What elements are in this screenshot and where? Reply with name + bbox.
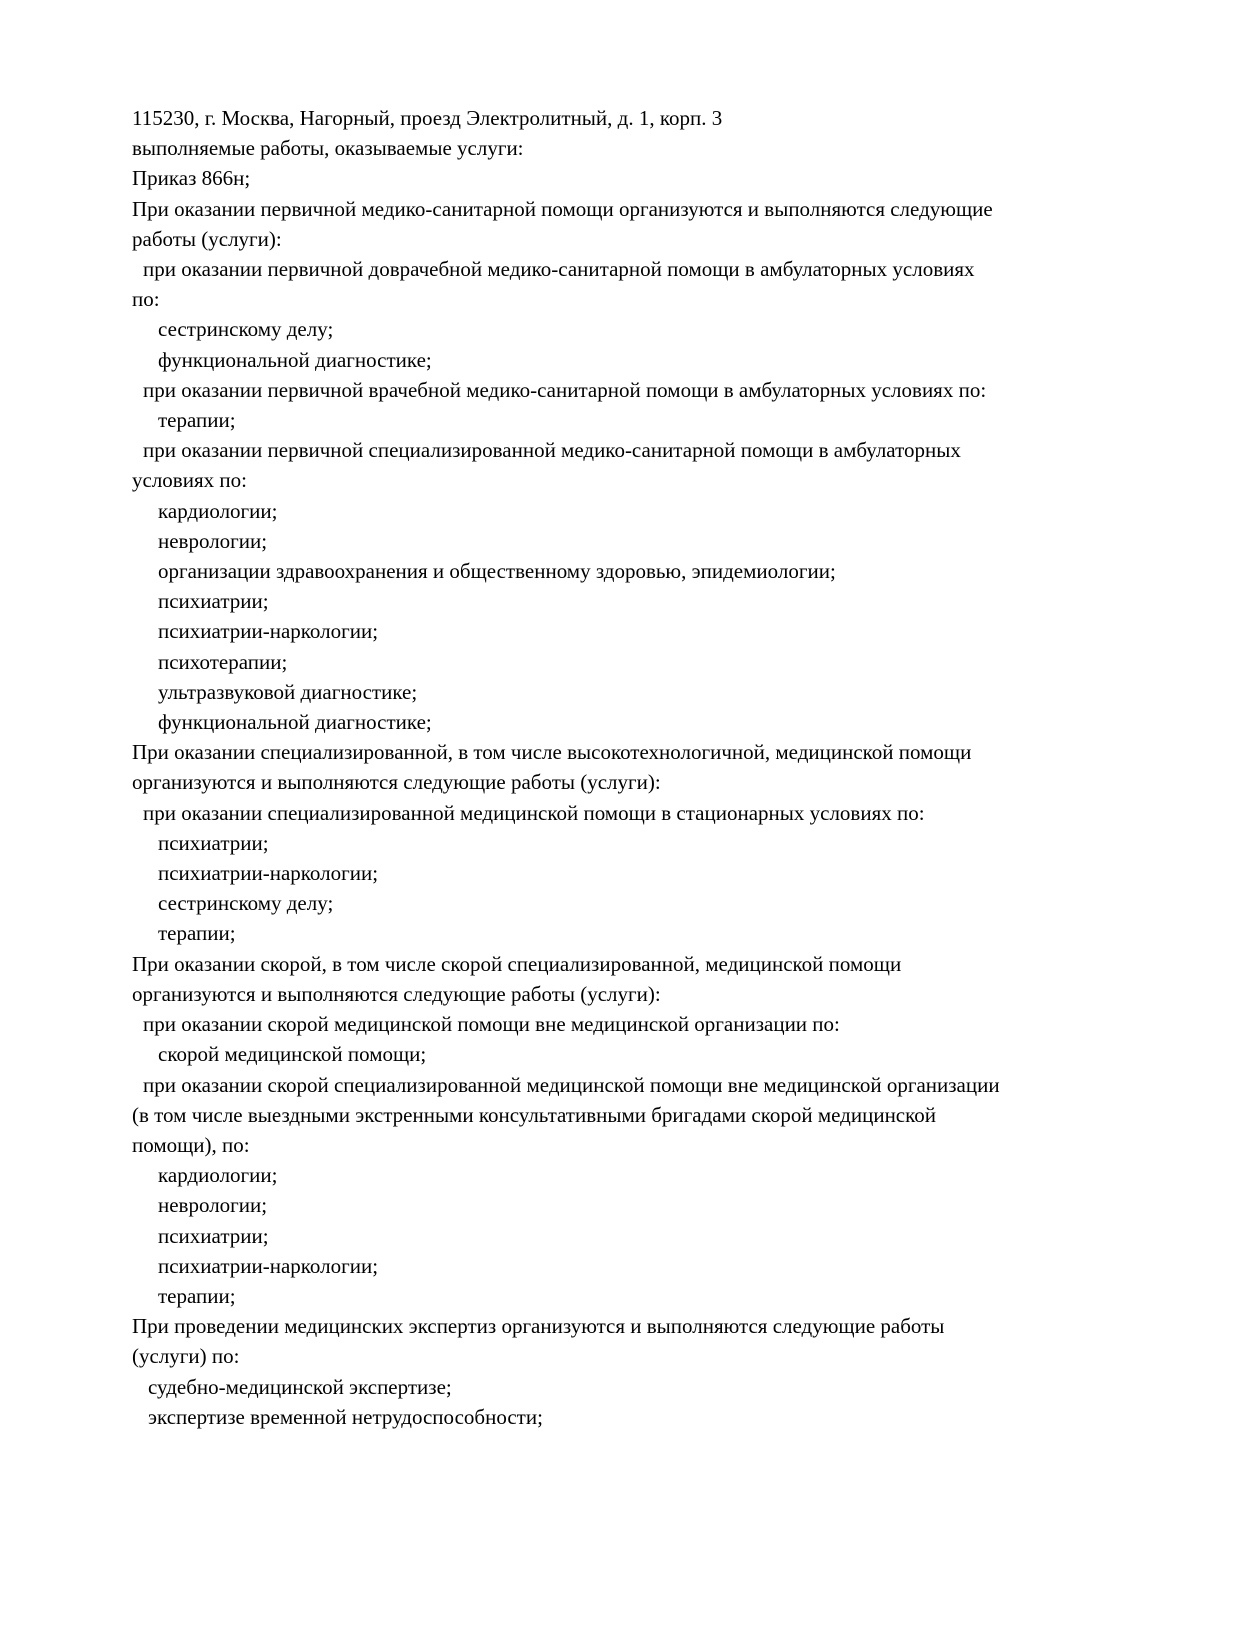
text-line: терапии; [158,408,236,433]
text-line: при оказании первичной доврачебной медико-санитарной помощи в амбулаторных условиях [143,257,975,282]
text-line: терапии; [158,1283,236,1308]
text-line: неврологии; [158,528,268,553]
text-line: выполняемые работы, оказываемые услуги: [132,136,524,161]
text-line: психиатрии; [158,589,269,614]
text-line: помощи), по: [132,1132,250,1157]
text-line: психиатрии; [158,830,269,855]
text-line: скорой медицинской помощи; [158,1042,427,1067]
text-line: при оказании первичной специализированной медико-санитарной помощи в амбулаторных [143,438,961,463]
text-line: при оказании скорой специализированной медицинской помощи вне медицинской организации [143,1072,1000,1097]
text-line: Приказ 866н; [132,166,251,191]
text-line: экспертизе временной нетрудоспособности; [148,1404,543,1429]
text-line: 115230, г. Москва, Нагорный, проезд Электролитный, д. 1, корп. 3 [132,106,723,130]
text-line: кардиологии; [158,1163,278,1188]
text-line: сестринскому делу; [158,891,334,916]
text-line: по: [132,287,160,312]
text-line: условиях по: [132,468,247,493]
text-line: При оказании специализированной, в том числе высокотехнологичной, медицинской помощи [132,740,972,765]
text-line: психиатрии-наркологии; [158,861,379,886]
text-line: ультразвуковой диагностике; [158,679,418,704]
text-line: организации здравоохранения и общественному здоровью, эпидемиологии; [158,559,836,584]
text-line: психиатрии-наркологии; [158,1253,379,1278]
text-line: (услуги) по: [132,1344,240,1369]
text-line: (в том числе выездными экстренными консультативными бригадами скорой медицинской [132,1102,936,1127]
text-line: при оказании специализированной медицинской помощи в стационарных условиях по: [143,800,925,825]
text-line: психотерапии; [158,649,288,674]
text-line: организуются и выполняются следующие работы (услуги): [132,770,661,795]
text-line: При проведении медицинских экспертиз организуются и выполняются следующие работы [132,1314,945,1339]
text-line: психиатрии-наркологии; [158,619,379,644]
text-line: при оказании первичной врачебной медико-санитарной помощи в амбулаторных условиях по: [143,377,987,402]
text-line: организуются и выполняются следующие работы (услуги): [132,981,661,1006]
text-line: функциональной диагностике; [158,710,432,735]
text-line: При оказании скорой, в том числе скорой специализированной, медицинской помощи [132,951,902,976]
text-line: терапии; [158,921,236,946]
text-line: При оказании первичной медико-санитарной помощи организуются и выполняются следующие [132,196,993,221]
text-line: работы (услуги): [132,226,282,251]
text-line: при оказании скорой медицинской помощи вне медицинской организации по: [143,1012,840,1037]
text-line: сестринскому делу; [158,317,334,342]
document-body [132,103,1172,1432]
text-line: кардиологии; [158,498,278,523]
text-line: психиатрии; [158,1223,269,1248]
text-line: функциональной диагностике; [158,347,432,372]
text-line: судебно-медицинской экспертизе; [148,1374,452,1399]
text-line: неврологии; [158,1193,268,1218]
